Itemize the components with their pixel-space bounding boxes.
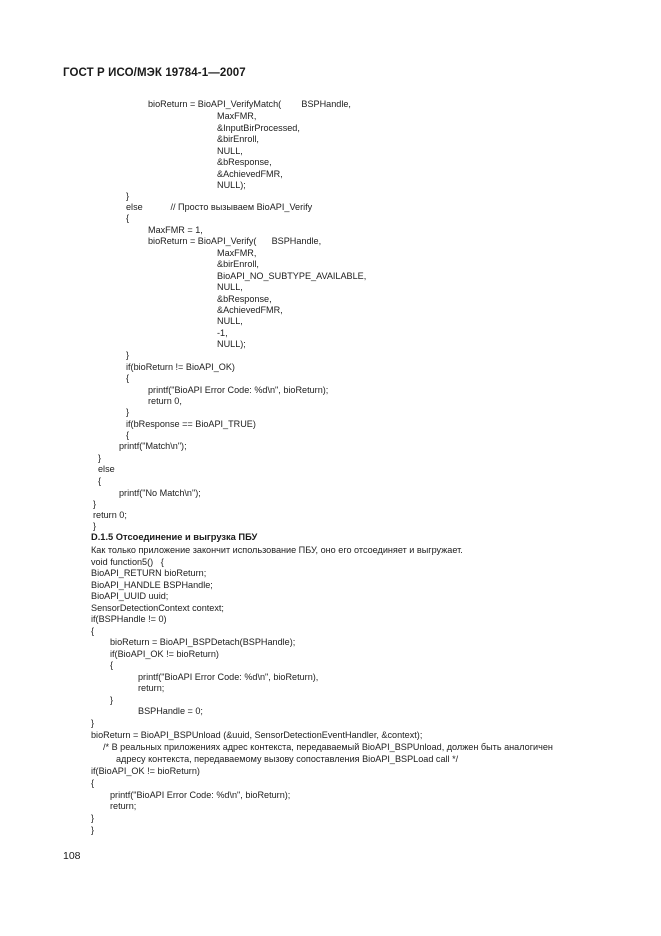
code-line: адресу контекста, передаваемому вызову сопоставления BioAPI_BSPLoad call */: [116, 754, 459, 764]
code-line: bioReturn = BioAPI_BSPUnload (&uuid, SensorDetectionEventHandler, &context);: [91, 730, 423, 740]
code-line: }: [126, 350, 130, 360]
code-line: &birEnroll,: [217, 259, 259, 269]
code-line: printf("BioAPI Error Code: %d\n", bioReturn),: [138, 672, 319, 682]
code-line: {: [126, 373, 130, 383]
code-line: }: [93, 521, 97, 531]
code-line: MaxFMR,: [217, 248, 257, 258]
code-line: void function5() {: [91, 557, 164, 567]
code-line: }: [91, 813, 95, 823]
code-line: }: [126, 191, 130, 201]
code-line: SensorDetectionContext context;: [91, 603, 224, 613]
code-line: {: [91, 626, 95, 636]
code-line: Как только приложение закончит использование ПБУ, оно его отсоединяет и выгружает.: [91, 545, 463, 555]
code-line: bioReturn = BioAPI_BSPDetach(BSPHandle);: [110, 637, 296, 647]
code-line: &InputBirProcessed,: [217, 123, 300, 133]
section-heading: D.1.5 Отсоединение и выгрузка ПБУ: [91, 532, 258, 542]
code-line: printf("No Match\n");: [119, 488, 201, 498]
code-line: bioReturn = BioAPI_Verify( BSPHandle,: [148, 236, 322, 246]
code-line: {: [126, 430, 130, 440]
code-line: }: [91, 718, 95, 728]
code-line: /* В реальных приложениях адрес контекста, передаваемый BioAPI_BSPUnload, должен быть аналогичен: [103, 742, 553, 752]
code-line: return 0;: [93, 510, 127, 520]
code-line: printf("Match\n");: [119, 441, 187, 451]
code-line: return;: [138, 683, 165, 693]
code-line: BSPHandle = 0;: [138, 706, 203, 716]
code-line: if(BioAPI_OK != bioReturn): [110, 649, 219, 659]
code-line: if(bResponse == BioAPI_TRUE): [126, 419, 256, 429]
code-line: BioAPI_RETURN bioReturn;: [91, 568, 207, 578]
code-line: {: [91, 778, 95, 788]
code-line: MaxFMR = 1,: [148, 225, 203, 235]
code-line: NULL,: [217, 316, 243, 326]
code-line: }: [126, 407, 130, 417]
code-line: BioAPI_HANDLE BSPHandle;: [91, 580, 213, 590]
page-number: 108: [63, 850, 81, 862]
code-line: }: [98, 453, 102, 463]
code-line: NULL);: [217, 180, 246, 190]
code-line: if(BioAPI_OK != bioReturn): [91, 766, 200, 776]
code-line: MaxFMR,: [217, 111, 257, 121]
code-line: BioAPI_NO_SUBTYPE_AVAILABLE,: [217, 271, 367, 281]
code-line: &AchievedFMR,: [217, 305, 283, 315]
code-line: printf("BioAPI Error Code: %d\n", bioReturn);: [110, 790, 291, 800]
code-line: else // Просто вызываем BioAPI_Verify: [126, 202, 313, 212]
code-line: &bResponse,: [217, 157, 272, 167]
code-line: return 0,: [148, 396, 182, 406]
code-line: &AchievedFMR,: [217, 169, 283, 179]
code-line: &bResponse,: [217, 294, 272, 304]
code-line: else: [98, 464, 115, 474]
code-line: }: [91, 825, 95, 835]
code-line: NULL);: [217, 339, 246, 349]
code-line: {: [126, 213, 130, 223]
code-line: NULL,: [217, 282, 243, 292]
code-line: }: [93, 499, 97, 509]
code-line: NULL,: [217, 146, 243, 156]
code-line: printf("BioAPI Error Code: %d\n", bioReturn);: [148, 385, 329, 395]
standard-header: ГОСТ Р ИСО/МЭК 19784-1—2007: [63, 67, 246, 79]
code-line: &birEnroll,: [217, 134, 259, 144]
code-line: bioReturn = BioAPI_VerifyMatch( BSPHandle,: [148, 99, 351, 109]
code-line: -1,: [217, 328, 228, 338]
code-line: }: [110, 695, 114, 705]
code-line: if(BSPHandle != 0): [91, 614, 167, 624]
code-line: if(bioReturn != BioAPI_OK): [126, 362, 235, 372]
code-line: BioAPI_UUID uuid;: [91, 591, 169, 601]
code-line: {: [110, 660, 114, 670]
code-line: {: [98, 476, 102, 486]
code-line: return;: [110, 801, 137, 811]
